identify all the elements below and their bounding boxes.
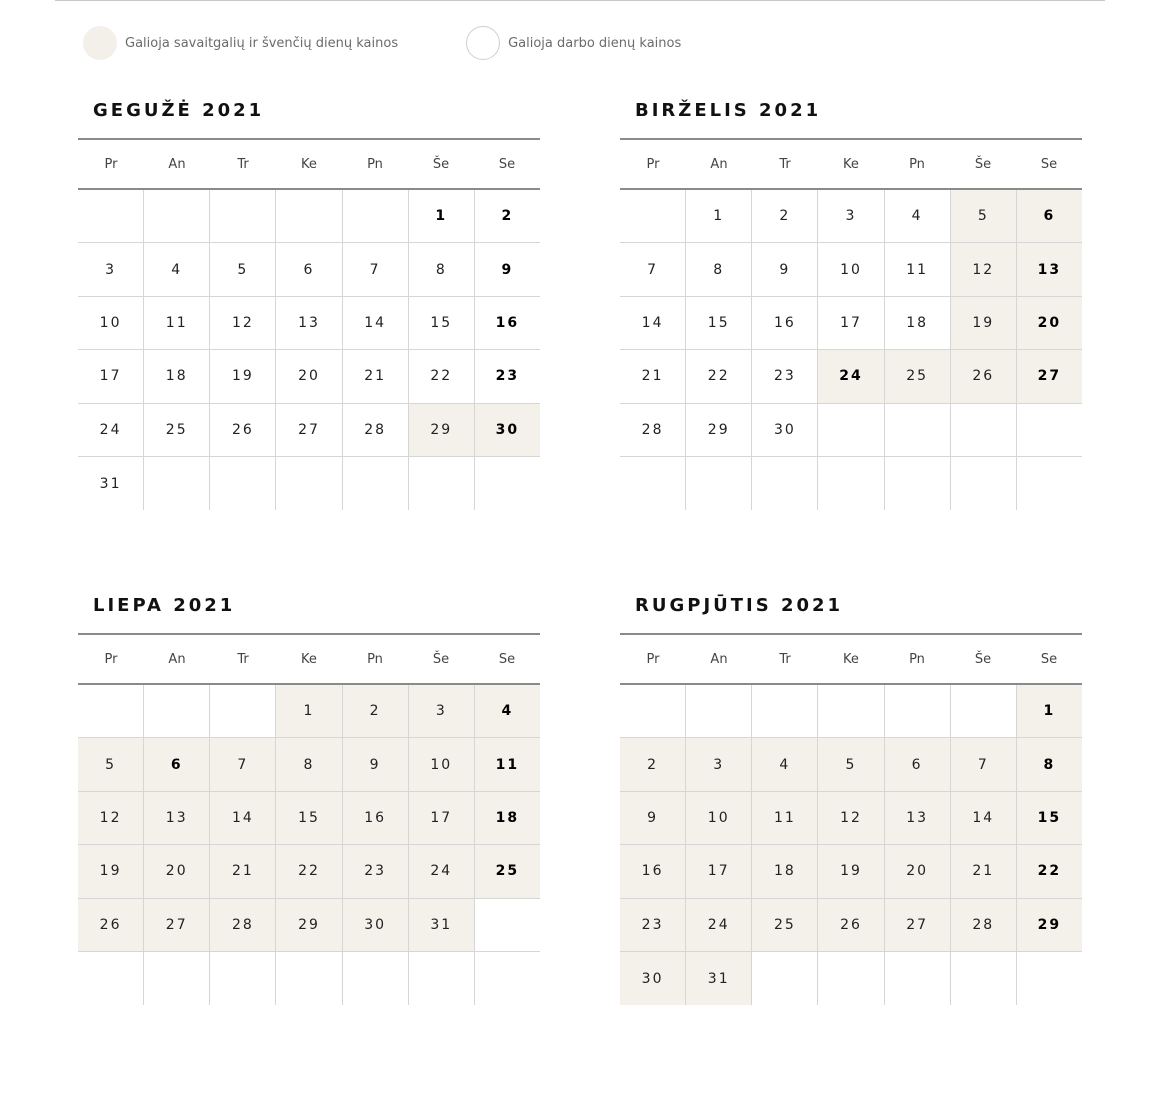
calendar-day[interactable]: 31 bbox=[78, 457, 144, 510]
calendar-day[interactable]: 9 bbox=[475, 243, 540, 296]
calendar-day[interactable]: 5 bbox=[78, 738, 144, 791]
calendar-day[interactable]: 23 bbox=[752, 350, 818, 403]
calendar-day[interactable]: 5 bbox=[210, 243, 276, 296]
calendar-empty-cell bbox=[475, 952, 540, 1005]
calendar-day[interactable]: 6 bbox=[276, 243, 342, 296]
calendar-day[interactable]: 25 bbox=[885, 350, 951, 403]
weekday-label: Ke bbox=[843, 156, 859, 172]
calendar-empty-cell bbox=[78, 952, 144, 1005]
calendar-day[interactable]: 14 bbox=[620, 297, 686, 350]
calendar-day[interactable]: 28 bbox=[620, 404, 686, 457]
calendar-day[interactable]: 15 bbox=[1017, 792, 1082, 845]
weekday-header bbox=[78, 633, 540, 685]
calendar-week bbox=[78, 404, 540, 457]
calendar-day[interactable]: 15 bbox=[276, 792, 342, 845]
calendar-day[interactable]: 2 bbox=[343, 685, 409, 738]
weekday-label: Ke bbox=[843, 651, 859, 667]
calendar-day[interactable]: 1 bbox=[686, 190, 752, 243]
weekday-label: Še bbox=[974, 651, 992, 667]
calendar-day[interactable]: 7 bbox=[210, 738, 276, 791]
calendar-empty-cell bbox=[343, 952, 409, 1005]
calendar-day[interactable]: 4 bbox=[752, 738, 818, 791]
calendar-day[interactable]: 17 bbox=[409, 792, 475, 845]
calendar-day[interactable]: 5 bbox=[818, 738, 884, 791]
calendar-day[interactable]: 19 bbox=[818, 845, 884, 898]
calendar-day[interactable]: 18 bbox=[752, 845, 818, 898]
weekday-label: An bbox=[710, 156, 728, 172]
calendar-empty-cell bbox=[818, 952, 884, 1005]
calendar-week bbox=[620, 350, 1082, 403]
month-title: LIEPA 2021 bbox=[93, 595, 236, 616]
calendar-empty-cell bbox=[210, 685, 276, 738]
calendar-week bbox=[620, 738, 1082, 791]
calendar-day[interactable]: 6 bbox=[1017, 190, 1082, 243]
weekday-label: Ke bbox=[301, 651, 317, 667]
calendar-week bbox=[78, 243, 540, 296]
calendar-day[interactable]: 30 bbox=[752, 404, 818, 457]
calendar-empty-cell bbox=[475, 899, 540, 952]
calendar-day[interactable]: 21 bbox=[620, 350, 686, 403]
calendar-empty-cell bbox=[885, 685, 951, 738]
legend-weekend-label: Galioja savaitgalių ir švenčių dienų kainos bbox=[125, 35, 399, 51]
calendar-day[interactable]: 14 bbox=[951, 792, 1017, 845]
calendar-week bbox=[620, 952, 1082, 1005]
calendar-empty-cell bbox=[818, 404, 884, 457]
calendar-day[interactable]: 2 bbox=[620, 738, 686, 791]
calendar-empty-cell bbox=[276, 190, 342, 243]
calendar-empty-cell bbox=[78, 685, 144, 738]
calendar-day[interactable]: 28 bbox=[343, 404, 409, 457]
calendar-day[interactable]: 19 bbox=[210, 350, 276, 403]
calendar-day[interactable]: 30 bbox=[475, 404, 540, 457]
weekday-header bbox=[620, 138, 1082, 190]
calendar-day[interactable]: 23 bbox=[343, 845, 409, 898]
calendar-day[interactable]: 13 bbox=[144, 792, 210, 845]
calendar-day[interactable]: 7 bbox=[951, 738, 1017, 791]
weekday-label: Še bbox=[974, 156, 992, 172]
calendar-day[interactable]: 27 bbox=[276, 404, 342, 457]
calendar-day[interactable]: 13 bbox=[885, 792, 951, 845]
calendar-day[interactable]: 13 bbox=[1017, 243, 1082, 296]
calendar-week bbox=[78, 738, 540, 791]
calendar-day[interactable]: 12 bbox=[210, 297, 276, 350]
weekday-label: Pr bbox=[646, 156, 660, 172]
calendar-day[interactable]: 19 bbox=[951, 297, 1017, 350]
calendar-week bbox=[620, 297, 1082, 350]
calendar-day[interactable]: 21 bbox=[343, 350, 409, 403]
calendar-empty-cell bbox=[885, 457, 951, 510]
weekday-label: Še bbox=[432, 651, 450, 667]
weekday-label: Še bbox=[432, 156, 450, 172]
calendar-day[interactable]: 3 bbox=[818, 190, 884, 243]
calendar-day[interactable]: 16 bbox=[343, 792, 409, 845]
calendar-empty-cell bbox=[343, 190, 409, 243]
calendar-empty-cell bbox=[951, 457, 1017, 510]
calendar-day[interactable]: 6 bbox=[144, 738, 210, 791]
calendar-day[interactable]: 8 bbox=[1017, 738, 1082, 791]
calendar-day[interactable]: 31 bbox=[409, 899, 475, 952]
calendar-day[interactable]: 8 bbox=[409, 243, 475, 296]
weekday-label: Pn bbox=[367, 156, 383, 172]
calendar-week bbox=[78, 457, 540, 510]
calendar-day[interactable]: 24 bbox=[818, 350, 884, 403]
calendar-week bbox=[620, 243, 1082, 296]
calendar-day[interactable]: 22 bbox=[409, 350, 475, 403]
workday-swatch-icon bbox=[466, 26, 500, 60]
calendar-day[interactable]: 3 bbox=[78, 243, 144, 296]
calendar-day[interactable]: 23 bbox=[475, 350, 540, 403]
calendar-day[interactable]: 24 bbox=[409, 845, 475, 898]
calendar-week bbox=[78, 845, 540, 898]
calendar-week bbox=[620, 899, 1082, 952]
calendar-day[interactable]: 27 bbox=[1017, 350, 1082, 403]
calendar-body bbox=[620, 190, 1082, 510]
calendar-empty-cell bbox=[885, 952, 951, 1005]
weekday-header bbox=[620, 633, 1082, 685]
calendar-day[interactable]: 30 bbox=[620, 952, 686, 1005]
calendar-empty-cell bbox=[818, 457, 884, 510]
weekday-label: Pr bbox=[104, 156, 118, 172]
month-title: BIRŽELIS 2021 bbox=[635, 100, 822, 121]
calendar-empty-cell bbox=[409, 952, 475, 1005]
calendar-empty-cell bbox=[475, 457, 540, 510]
calendar-day[interactable]: 11 bbox=[752, 792, 818, 845]
calendar-day[interactable]: 24 bbox=[686, 899, 752, 952]
calendar-day[interactable]: 27 bbox=[885, 899, 951, 952]
calendar-day[interactable]: 4 bbox=[475, 685, 540, 738]
calendar-day[interactable]: 21 bbox=[951, 845, 1017, 898]
calendar-week bbox=[78, 350, 540, 403]
calendar-empty-cell bbox=[276, 952, 342, 1005]
calendar-day[interactable]: 26 bbox=[210, 404, 276, 457]
calendar-day[interactable]: 18 bbox=[475, 792, 540, 845]
calendar-day[interactable]: 29 bbox=[276, 899, 342, 952]
calendar-week bbox=[620, 404, 1082, 457]
calendar-day[interactable]: 25 bbox=[752, 899, 818, 952]
calendar-empty-cell bbox=[343, 457, 409, 510]
calendar-body bbox=[78, 685, 540, 1005]
calendar-body bbox=[620, 685, 1082, 1005]
calendar-grid bbox=[78, 138, 540, 510]
calendar-empty-cell bbox=[686, 457, 752, 510]
weekday-label: Tr bbox=[237, 156, 249, 172]
calendar-day[interactable]: 9 bbox=[343, 738, 409, 791]
legend-workday-label: Galioja darbo dienų kainos bbox=[508, 35, 682, 51]
weekday-header bbox=[78, 138, 540, 190]
calendar-day[interactable]: 4 bbox=[144, 243, 210, 296]
calendar-empty-cell bbox=[620, 457, 686, 510]
calendar-day[interactable]: 25 bbox=[144, 404, 210, 457]
calendar-day[interactable]: 16 bbox=[620, 845, 686, 898]
calendar-day[interactable]: 27 bbox=[144, 899, 210, 952]
calendar-grid bbox=[620, 138, 1082, 510]
calendar-day[interactable]: 20 bbox=[1017, 297, 1082, 350]
calendar-day[interactable]: 30 bbox=[343, 899, 409, 952]
weekday-label: Se bbox=[1040, 156, 1058, 172]
calendar-day[interactable]: 31 bbox=[686, 952, 752, 1005]
calendar-day[interactable]: 2 bbox=[752, 190, 818, 243]
calendar-week bbox=[620, 457, 1082, 510]
calendar-day[interactable]: 8 bbox=[276, 738, 342, 791]
calendar-day[interactable]: 5 bbox=[951, 190, 1017, 243]
calendar-day[interactable]: 1 bbox=[276, 685, 342, 738]
calendar-day[interactable]: 21 bbox=[210, 845, 276, 898]
calendar-day[interactable]: 22 bbox=[1017, 845, 1082, 898]
calendar-day[interactable]: 20 bbox=[276, 350, 342, 403]
weekday-label: Pr bbox=[646, 651, 660, 667]
weekday-label: Pn bbox=[367, 651, 383, 667]
calendar-day[interactable]: 16 bbox=[475, 297, 540, 350]
calendar-grid bbox=[78, 633, 540, 1005]
calendar-day[interactable]: 18 bbox=[144, 350, 210, 403]
calendar-day[interactable]: 28 bbox=[210, 899, 276, 952]
calendar-day[interactable]: 17 bbox=[686, 845, 752, 898]
calendar-day[interactable]: 11 bbox=[475, 738, 540, 791]
calendar-empty-cell bbox=[951, 952, 1017, 1005]
weekday-label: Pn bbox=[909, 651, 925, 667]
calendar-week bbox=[620, 845, 1082, 898]
weekday-label: Tr bbox=[779, 651, 791, 667]
weekday-label: Se bbox=[1040, 651, 1058, 667]
calendar-week bbox=[620, 792, 1082, 845]
calendar-day[interactable]: 25 bbox=[475, 845, 540, 898]
calendar-week bbox=[78, 297, 540, 350]
calendar-day[interactable]: 16 bbox=[752, 297, 818, 350]
calendar-body bbox=[78, 190, 540, 510]
weekday-label: Se bbox=[498, 651, 516, 667]
calendar-day[interactable]: 10 bbox=[818, 243, 884, 296]
calendar-empty-cell bbox=[620, 685, 686, 738]
calendar-day[interactable]: 17 bbox=[818, 297, 884, 350]
calendar-day[interactable]: 20 bbox=[885, 845, 951, 898]
calendar-grid bbox=[620, 633, 1082, 1005]
calendar-day[interactable]: 9 bbox=[620, 792, 686, 845]
weekday-label: Pr bbox=[104, 651, 118, 667]
calendar-empty-cell bbox=[752, 457, 818, 510]
weekday-label: An bbox=[710, 651, 728, 667]
calendar-day[interactable]: 29 bbox=[1017, 899, 1082, 952]
calendar-day[interactable]: 12 bbox=[818, 792, 884, 845]
calendar-day[interactable]: 14 bbox=[343, 297, 409, 350]
calendar-empty-cell bbox=[210, 457, 276, 510]
calendar-day[interactable]: 26 bbox=[78, 899, 144, 952]
calendar-day[interactable]: 14 bbox=[210, 792, 276, 845]
calendar-empty-cell bbox=[144, 457, 210, 510]
legend-workday bbox=[466, 26, 681, 60]
calendar-day[interactable]: 13 bbox=[276, 297, 342, 350]
calendar-empty-cell bbox=[409, 457, 475, 510]
calendar-week bbox=[78, 899, 540, 952]
calendar-empty-cell bbox=[951, 685, 1017, 738]
calendar-day[interactable]: 1 bbox=[1017, 685, 1082, 738]
calendar-empty-cell bbox=[78, 190, 144, 243]
calendar-day[interactable]: 23 bbox=[620, 899, 686, 952]
calendar-day[interactable]: 22 bbox=[276, 845, 342, 898]
calendar-day[interactable]: 4 bbox=[885, 190, 951, 243]
weekday-label: Tr bbox=[779, 156, 791, 172]
calendar-day[interactable]: 9 bbox=[752, 243, 818, 296]
calendar-empty-cell bbox=[210, 190, 276, 243]
legend-weekend bbox=[83, 26, 398, 60]
month-title: RUGPJŪTIS 2021 bbox=[635, 595, 844, 616]
calendar-day[interactable]: 29 bbox=[686, 404, 752, 457]
calendar-day[interactable]: 24 bbox=[78, 404, 144, 457]
calendar-day[interactable]: 6 bbox=[885, 738, 951, 791]
calendar-day[interactable]: 26 bbox=[951, 350, 1017, 403]
calendar-empty-cell bbox=[144, 190, 210, 243]
calendar-day[interactable]: 8 bbox=[686, 243, 752, 296]
calendar-day[interactable]: 3 bbox=[409, 685, 475, 738]
weekend-swatch-icon bbox=[83, 26, 117, 60]
calendar-week bbox=[620, 190, 1082, 243]
calendar-day[interactable]: 7 bbox=[620, 243, 686, 296]
calendar-week bbox=[78, 190, 540, 243]
calendar-day[interactable]: 28 bbox=[951, 899, 1017, 952]
calendar-day[interactable]: 11 bbox=[885, 243, 951, 296]
calendar-week bbox=[78, 685, 540, 738]
calendar-empty-cell bbox=[620, 190, 686, 243]
calendar-empty-cell bbox=[1017, 404, 1082, 457]
calendar-day[interactable]: 15 bbox=[686, 297, 752, 350]
calendar-day[interactable]: 29 bbox=[409, 404, 475, 457]
calendar-week bbox=[78, 952, 540, 1005]
calendar-day[interactable]: 22 bbox=[686, 350, 752, 403]
weekday-label: Ke bbox=[301, 156, 317, 172]
top-divider bbox=[55, 0, 1105, 1]
calendar-empty-cell bbox=[686, 685, 752, 738]
calendar-week bbox=[78, 792, 540, 845]
calendar-day[interactable]: 10 bbox=[686, 792, 752, 845]
calendar-empty-cell bbox=[144, 685, 210, 738]
calendar-day[interactable]: 20 bbox=[144, 845, 210, 898]
month-title: GEGUŽĖ 2021 bbox=[93, 100, 265, 121]
calendar-empty-cell bbox=[752, 685, 818, 738]
calendar-day[interactable]: 17 bbox=[78, 350, 144, 403]
calendar-empty-cell bbox=[752, 952, 818, 1005]
calendar-empty-cell bbox=[276, 457, 342, 510]
calendar-empty-cell bbox=[144, 952, 210, 1005]
calendar-empty-cell bbox=[1017, 952, 1082, 1005]
calendar-empty-cell bbox=[885, 404, 951, 457]
calendar-empty-cell bbox=[1017, 457, 1082, 510]
calendar-day[interactable]: 12 bbox=[951, 243, 1017, 296]
calendar-day[interactable]: 1 bbox=[409, 190, 475, 243]
calendar-day[interactable]: 12 bbox=[78, 792, 144, 845]
calendar-day[interactable]: 10 bbox=[78, 297, 144, 350]
weekday-label: Tr bbox=[237, 651, 249, 667]
calendar-day[interactable]: 3 bbox=[686, 738, 752, 791]
calendar-day[interactable]: 2 bbox=[475, 190, 540, 243]
weekday-label: An bbox=[168, 651, 186, 667]
weekday-label: Pn bbox=[909, 156, 925, 172]
calendar-day[interactable]: 7 bbox=[343, 243, 409, 296]
weekday-label: An bbox=[168, 156, 186, 172]
calendar-day[interactable]: 19 bbox=[78, 845, 144, 898]
calendar-empty-cell bbox=[951, 404, 1017, 457]
calendar-day[interactable]: 10 bbox=[409, 738, 475, 791]
calendar-week bbox=[620, 685, 1082, 738]
calendar-empty-cell bbox=[818, 685, 884, 738]
calendar-day[interactable]: 11 bbox=[144, 297, 210, 350]
calendar-empty-cell bbox=[210, 952, 276, 1005]
calendar-day[interactable]: 18 bbox=[885, 297, 951, 350]
weekday-label: Se bbox=[498, 156, 516, 172]
calendar-day[interactable]: 15 bbox=[409, 297, 475, 350]
price-legend bbox=[83, 26, 749, 60]
calendar-day[interactable]: 26 bbox=[818, 899, 884, 952]
